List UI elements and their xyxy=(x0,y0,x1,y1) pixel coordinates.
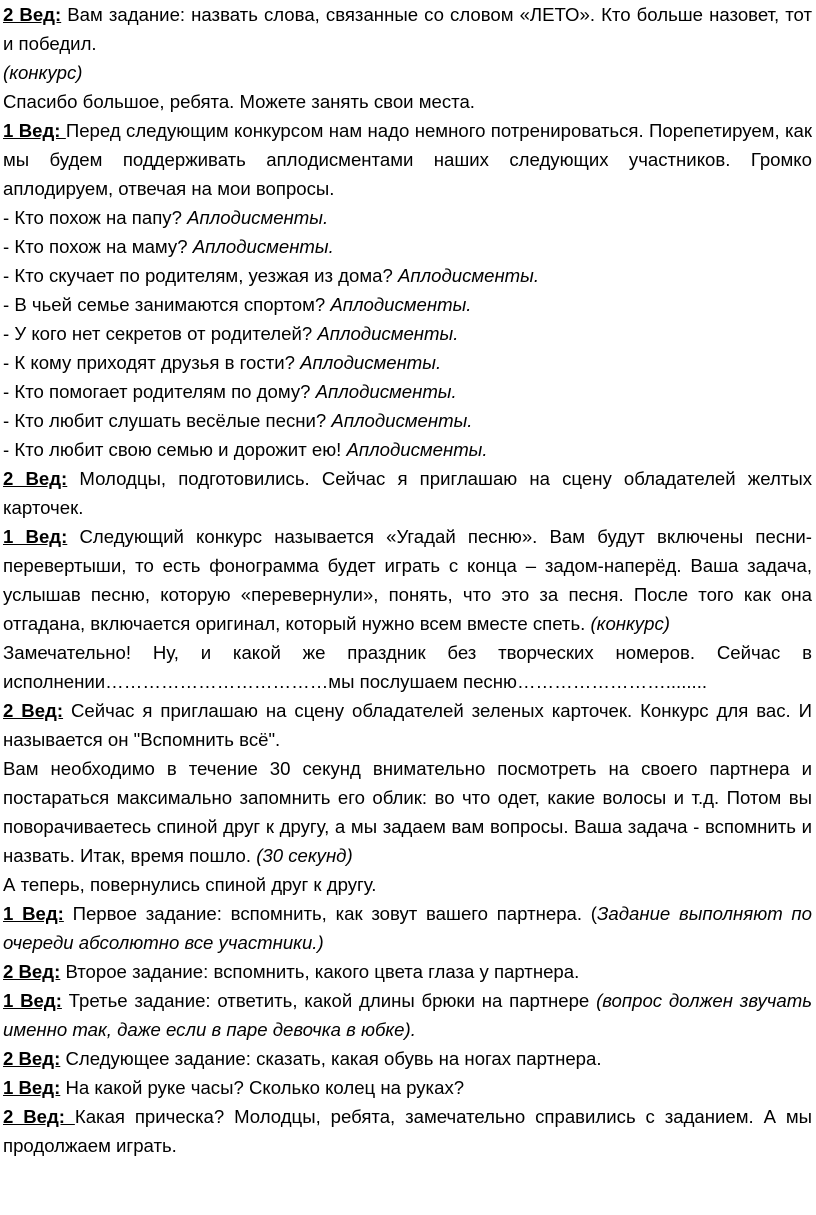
stage-direction: Аплодисменты. xyxy=(187,207,329,228)
stage-direction: (конкурс) xyxy=(3,62,83,83)
stage-direction: Задание выполняют по очереди абсолютно все участники.) xyxy=(3,903,812,953)
speaker-label: 1 Вед: xyxy=(3,903,64,924)
paragraph xyxy=(3,696,812,754)
text-run: Следующее задание: сказать, какая обувь на ногах партнера. xyxy=(60,1048,602,1069)
text-run: - Кто любит слушать весёлые песни? xyxy=(3,410,332,431)
text-run: - Кто похож на папу? xyxy=(3,207,188,228)
text-run: - Кто помогает родителям по дому? xyxy=(3,381,316,402)
paragraph xyxy=(3,638,812,696)
speaker-label: 2 Вед: xyxy=(3,1048,61,1069)
paragraph xyxy=(3,87,812,116)
speaker-label: 2 Вед: xyxy=(3,4,62,25)
paragraph xyxy=(3,1102,812,1160)
speaker-label: 1 Вед: xyxy=(3,526,68,547)
paragraph xyxy=(3,435,812,464)
text-run: Второе задание: вспомнить, какого цвета глаза у партнера. xyxy=(60,961,580,982)
stage-direction: Аплодисменты. xyxy=(317,323,459,344)
text-run: - К кому приходят друзья в гости? xyxy=(3,352,301,373)
paragraph xyxy=(3,261,812,290)
text-run: Молодцы, подготовились. Сейчас я приглашаю на сцену обладателей желтых карточек. xyxy=(3,468,812,518)
paragraph xyxy=(3,464,812,522)
text-run: На какой руке часы? Сколько колец на руках? xyxy=(60,1077,465,1098)
text-run: Замечательно! Ну, и какой же праздник без творческих номеров. Сейчас в исполнении………………………………мы послушаем песню……………………........ xyxy=(3,642,812,692)
text-run: Сейчас я приглашаю на сцену обладателей зеленых карточек. Конкурс для вас. И называется он "Вспомнить всё". xyxy=(3,700,812,750)
speaker-label: 2 Вед: xyxy=(3,700,64,721)
stage-direction: Аплодисменты. xyxy=(300,352,442,373)
stage-direction: Аплодисменты. xyxy=(331,410,473,431)
paragraph xyxy=(3,1044,812,1073)
text-run: Перед следующим конкурсом нам надо немного потренироваться. Порепетируем, как мы будем поддерживать аплодисментами наших следующих участников. Громко аплодируем, отвечая на мои вопросы. xyxy=(3,120,812,199)
stage-direction: (30 секунд) xyxy=(256,845,353,866)
paragraph xyxy=(3,116,812,203)
speaker-label: 2 Вед: xyxy=(3,961,61,982)
text-run: Третье задание: ответить, какой длины брюки на партнере xyxy=(61,990,597,1011)
stage-direction: (конкурс) xyxy=(590,613,670,634)
stage-direction: Аплодисменты. xyxy=(330,294,472,315)
stage-direction: Аплодисменты. xyxy=(315,381,457,402)
text-run: - У кого нет секретов от родителей? xyxy=(3,323,318,344)
text-run: Следующий конкурс называется «Угадай песню». Вам будут включены песни-перевертыши, то есть фонограмма будет играть с конца – задом-наперёд. Ваша задача, услышав песню, которую «перевернули», понять, что это за песня. После того как она отгадана, включается оригинал, который нужно всем вместе спеть. xyxy=(3,526,812,634)
paragraph xyxy=(3,986,812,1044)
text-run: Вам необходимо в течение 30 секунд внимательно посмотреть на своего партнера и постараться максимально запомнить его облик: во что одет, какие волосы и т.д. Потом вы поворачиваетесь спиной друг к другу, а мы задаем вам вопросы. Ваша задача - вспомнить и назвать. Итак, время пошло. xyxy=(3,758,812,866)
stage-direction: Аплодисменты. xyxy=(397,265,540,286)
text-run: Какая прическа? Молодцы, ребята, замечательно справились с заданием. А мы продолжаем играть. xyxy=(3,1106,812,1156)
paragraph xyxy=(3,0,812,58)
text-run: А теперь, повернулись спиной друг к другу. xyxy=(3,874,377,895)
text-run: Первое задание: вспомнить, как зовут вашего партнера. ( xyxy=(63,903,597,924)
paragraph xyxy=(3,58,812,87)
speaker-label: 1 Вед: xyxy=(3,990,62,1011)
paragraph xyxy=(3,232,812,261)
speaker-label: 2 Вед: xyxy=(3,468,68,489)
paragraph xyxy=(3,203,812,232)
text-run: - Кто похож на маму? xyxy=(3,236,193,257)
paragraph xyxy=(3,522,812,638)
stage-direction: Аплодисменты. xyxy=(192,236,334,257)
paragraph xyxy=(3,899,812,957)
paragraph xyxy=(3,870,812,899)
paragraph xyxy=(3,290,812,319)
paragraph xyxy=(3,377,812,406)
stage-direction: (вопрос должен звучать именно так, даже если в паре девочка в юбке). xyxy=(3,990,812,1040)
text-run: - Кто любит свою семью и дорожит ею! xyxy=(3,439,347,460)
text-run: Спасибо большое, ребята. Можете занять свои места. xyxy=(3,91,475,112)
paragraph xyxy=(3,348,812,377)
paragraph xyxy=(3,754,812,870)
paragraph xyxy=(3,319,812,348)
paragraph xyxy=(3,1073,812,1102)
text-run: Вам задание: назвать слова, связанные со словом «ЛЕТО». Кто больше назовет, тот и победил. xyxy=(3,4,812,54)
text-run: - В чьей семье занимаются спортом? xyxy=(3,294,331,315)
paragraph xyxy=(3,957,812,986)
speaker-label: 2 Вед: xyxy=(3,1106,75,1127)
speaker-label: 1 Вед: xyxy=(3,1077,61,1098)
stage-direction: Аплодисменты. xyxy=(346,439,488,460)
text-run: - Кто скучает по родителям, уезжая из дома? xyxy=(3,265,398,286)
paragraph xyxy=(3,406,812,435)
speaker-label: 1 Вед: xyxy=(3,120,66,141)
